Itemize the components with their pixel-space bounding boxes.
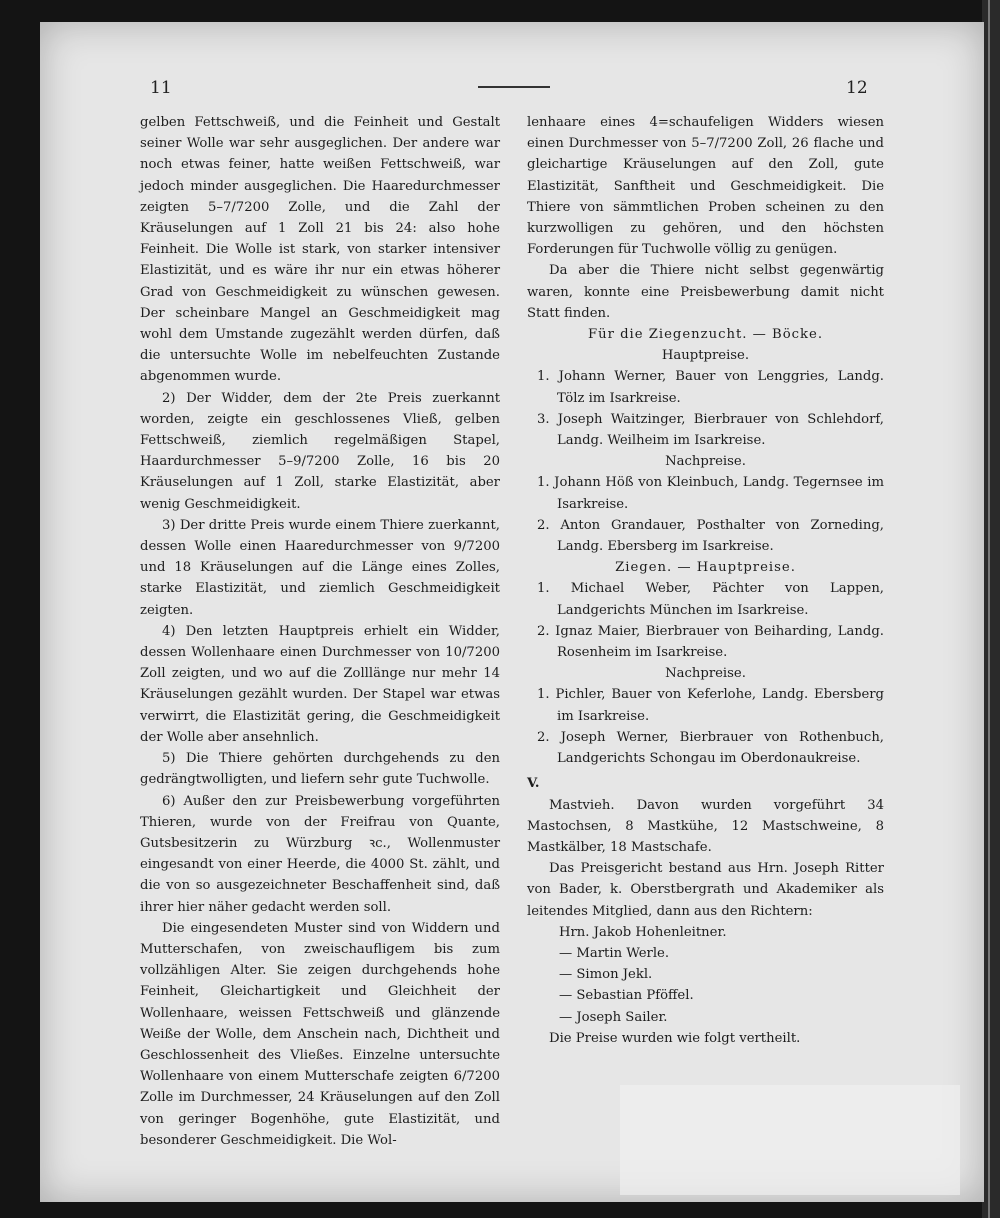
paragraph: Die Preise wurden wie folgt vertheilt.	[549, 1030, 801, 1046]
paragraph: 4) Den letzten Hauptpreis erhielt ein Widder, dessen Wollenhaare einen Durchmesser von 10/7200 Zoll zeigten, und wo auf die Zolllänge nur mehr 14 Kräuselungen gezählt wurden. Der Stapel war etwas verwirrt, die Elastizität gering, die Geschmeidigkeit der Wolle aber ansehnlich.	[140, 623, 500, 745]
list-item: 1. Johann Werner, Bauer von Lenggries, Landg. Tölz im Isarkreise.	[537, 369, 884, 406]
paragraph: Da aber die Thiere nicht selbst gegenwärtig waren, konnte eine Preisbewerbung damit nicht Statt finden.	[527, 263, 884, 321]
paragraph: Das Preisgericht bestand aus Hrn. Joseph Ritter von Bader, k. Oberstbergrath und Akademiker als leitendes Mitglied, dann aus den Richtern:	[527, 861, 884, 919]
subheading: Ziegen. — Hauptpreise.	[615, 560, 796, 576]
judge-name: — Simon Jekl.	[559, 967, 653, 983]
paragraph: 3) Der dritte Preis wurde einem Thiere zuerkannt, dessen Wolle einen Haaredurchmesser von 9/7200 und 18 Kräuselungen auf die Länge eines Zolles, starke Elastizität, und ziemlich Geschmeidigkeit zeigten.	[140, 517, 500, 618]
section-heading: Für die Ziegenzucht. — Böcke.	[587, 327, 824, 343]
paragraph: gelben Fettschweiß, und die Feinheit und Gestalt seiner Wolle war sehr ausgeglichen. Der andere war noch etwas feiner, hatte weißen Fettschweiß, war jedoch minder ausgeglichen. Die Haaredurchmesser zeigten 5–7/7200 Zolle, und die Zahl der Kräuselungen auf 1 Zoll 21 bis 24: also hohe Feinheit. Die Wolle ist stark, von starker intensiver Elastizität, und es wäre ihr nur ein etwas höherer Grad von Geschmeidigkeit zu wünschen gewesen. Der scheinbare Mangel an Geschmeidigkeit mag wohl dem Umstande zugezählt werden dürfen, daß die untersuchte Wolle im nebelfeuchten Zustande abgenommen wurde.	[140, 115, 500, 385]
paper-wear	[620, 1085, 960, 1195]
paragraph: 2) Der Widder, dem der 2te Preis zuerkannt worden, zeigte ein geschlossenes Vließ, gelben Fettschweiß, ziemlich regelmäßigen Stapel, Haardurchmesser 5–9/7200 Zolle, 16 bis 20 Kräuselungen auf 1 Zoll, starke Elastizität, aber wenig Geschmeidigkeit.	[140, 390, 500, 512]
list-item: 1. Johann Höß von Kleinbuch, Landg. Tegernsee im Isarkreise.	[537, 475, 884, 512]
left-column	[140, 112, 500, 1151]
section-numeral: V.	[527, 776, 540, 792]
subheading: Nachpreise.	[665, 454, 746, 470]
paragraph: lenhaare eines 4=schaufeligen Widders wiesen einen Durchmesser von 5–7/7200 Zoll, 26 flache und gleichartige Kräuselungen auf den Zoll, gute Elastizität, Sanftheit und Geschmeidigkeit. Die Thiere von sämmtlichen Proben scheinen zu den kurzwolligen zu gehören, und den höchsten Forderungen für Tuchwolle völlig zu genügen.	[527, 115, 884, 258]
list-item: 1. Michael Weber, Pächter von Lappen, Landgerichts München im Isarkreise.	[537, 581, 884, 618]
paragraph: Die eingesendeten Muster sind von Widdern und Mutterschafen, von zweischaufligem bis zum vollzähligen Alter. Sie zeigen durchgehends hohe Feinheit, Gleichartigkeit und Gleichheit der Wollenhaare, weissen Fettschweiß und glänzende Weiße der Wolle, dem Anschein nach, Dichtheit und Geschlossenheit des Vließes. Einzelne untersuchte Wollenhaare von einem Mutterschafe zeigten 6/7200 Zolle im Durchmesser, 24 Kräuselungen auf den Zoll von geringer Bogenhöhe, gute Elastizität, und besonderer Geschmeidigkeit. Die Wol-	[140, 920, 500, 1148]
page-number-left: 11	[150, 78, 172, 98]
page-number-right: 12	[846, 78, 868, 98]
subheading: Nachpreise.	[665, 666, 746, 682]
list-item: 1. Pichler, Bauer von Keferlohe, Landg. Ebersberg im Isarkreise.	[537, 687, 884, 724]
list-item: 2. Anton Grandauer, Posthalter von Zorneding, Landg. Ebersberg im Isarkreise.	[537, 517, 884, 555]
subheading: Hauptpreise.	[661, 348, 750, 364]
paragraph: Mastvieh. Davon wurden vorgeführt 34 Mastochsen, 8 Mastkühe, 12 Mastschweine, 8 Mastkälber, 18 Mastschafe.	[527, 797, 884, 855]
list-item: 2. Ignaz Maier, Bierbrauer von Beiharding, Landg. Rosenheim im Isarkreise.	[537, 623, 884, 661]
list-item: 3. Joseph Waitzinger, Bierbrauer von Schlehdorf, Landg. Weilheim im Isarkreise.	[537, 411, 884, 449]
judge-name: Hrn. Jakob Hohenleitner.	[559, 924, 727, 940]
paragraph: 5) Die Thiere gehörten durchgehends zu den gedrängtwolligten, und liefern sehr gute Tuchwolle.	[140, 751, 500, 788]
judge-name: — Sebastian Pföffel.	[559, 988, 694, 1004]
header-rule	[478, 86, 550, 88]
scan-edge	[982, 0, 1000, 1218]
judge-name: — Martin Werle.	[559, 945, 670, 961]
right-column	[527, 112, 884, 1049]
judge-name: — Joseph Sailer.	[559, 1009, 668, 1025]
scan-edge-line	[988, 0, 990, 1218]
list-item: 2. Joseph Werner, Bierbrauer von Rothenbuch, Landgerichts Schongau im Oberdonaukreise.	[537, 729, 884, 767]
paragraph: 6) Außer den zur Preisbewerbung vorgeführten Thieren, wurde von der Freifrau von Quante, Gutsbesitzerin zu Würzburg ꝛc., Wollenmuster eingesandt von einer Heerde, die 4000 St. zählt, und die von so ausgezeichneter Beschaffenheit sind, daß ihrer hier näher gedacht werden soll.	[140, 793, 500, 915]
